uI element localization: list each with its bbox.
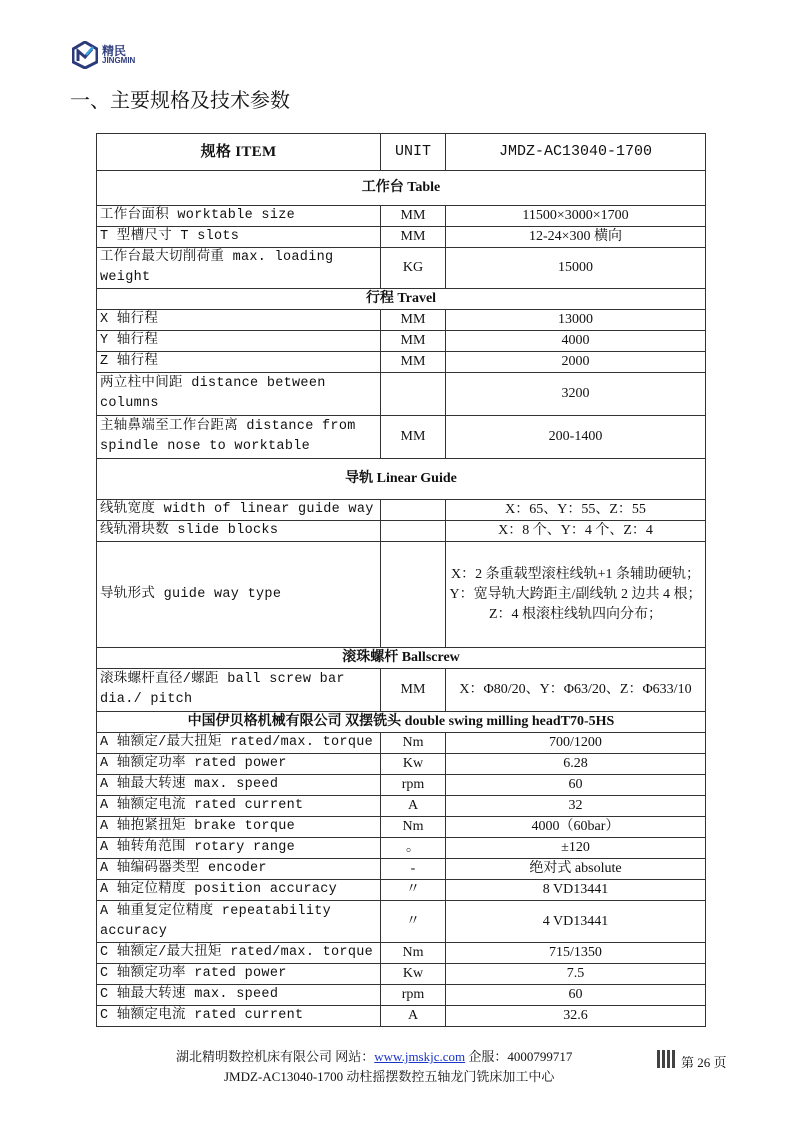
value-cell: 8 VD13441 (446, 880, 706, 901)
value-cell: 4000 (446, 331, 706, 352)
table-row (97, 310, 706, 331)
value-cell: 32 (446, 796, 706, 817)
unit-cell: MM (381, 352, 446, 373)
value-cell: X：65、Y：55、Z：55 (446, 500, 706, 521)
section-row (97, 459, 706, 500)
section-title: 一、主要规格及技术参数 (70, 88, 290, 112)
unit-cell (381, 500, 446, 521)
value-cell: 700/1200 (446, 733, 706, 754)
table-row (97, 901, 706, 943)
unit-cell (381, 542, 446, 648)
item-cell: A 轴抱紧扭矩 brake torque (97, 817, 381, 838)
value-cell: 绝对式 absolute (446, 859, 706, 880)
table-row (97, 838, 706, 859)
item-cell: A 轴最大转速 max. speed (97, 775, 381, 796)
item-cell: A 轴重复定位精度 repeatability accuracy (97, 901, 381, 943)
header-item: 规格 ITEM (97, 134, 381, 171)
unit-cell: - (381, 859, 446, 880)
value-cell: X：Φ80/20、Y：Φ63/20、Z：Φ633/10 (446, 669, 706, 712)
table-row (97, 943, 706, 964)
value-cell: 15000 (446, 248, 706, 289)
section-heading: 中国伊贝格机械有限公司 双摆铣头 double swing milling headT70-5HS (97, 712, 706, 733)
table-row (97, 733, 706, 754)
unit-cell: Kw (381, 964, 446, 985)
value-cell: 4000（60bar） (446, 817, 706, 838)
unit-cell: 〃 (381, 880, 446, 901)
item-cell: A 轴转角范围 rotary range (97, 838, 381, 859)
logo-en: JINGMIN (102, 56, 136, 65)
unit-cell (381, 373, 446, 416)
table-row (97, 331, 706, 352)
spec-table (96, 133, 706, 1027)
item-cell: C 轴最大转速 max. speed (97, 985, 381, 1006)
unit-cell: A (381, 796, 446, 817)
unit-cell (381, 521, 446, 542)
unit-cell: 。 (381, 838, 446, 859)
unit-cell: MM (381, 331, 446, 352)
item-cell: C 轴额定/最大扭矩 rated/max. torque (97, 943, 381, 964)
unit-cell: Nm (381, 733, 446, 754)
table-row (97, 817, 706, 838)
value-cell: X：8 个、Y：4 个、Z：4 (446, 521, 706, 542)
value-cell: ±120 (446, 838, 706, 859)
unit-cell: rpm (381, 985, 446, 1006)
table-row (97, 373, 706, 416)
item-cell: A 轴额定功率 rated power (97, 754, 381, 775)
item-cell: A 轴额定/最大扭矩 rated/max. torque (97, 733, 381, 754)
footer-service: 企服：4000799717 (465, 1049, 573, 1064)
unit-cell: Kw (381, 754, 446, 775)
value-cell: 200-1400 (446, 416, 706, 459)
footer-model-line: JMDZ-AC13040-1700 动柱摇摆数控五轴龙门铣床加工中心 (224, 1069, 555, 1084)
item-cell: 主轴鼻端至工作台距离 distance from spindle nose to worktable (97, 416, 381, 459)
value-cell: 7.5 (446, 964, 706, 985)
section-heading: 行程 Travel (97, 289, 706, 310)
table-row (97, 880, 706, 901)
unit-cell: Nm (381, 817, 446, 838)
unit-cell: 〃 (381, 901, 446, 943)
section-row (97, 648, 706, 669)
table-row (97, 985, 706, 1006)
section-heading: 工作台 Table (97, 171, 706, 206)
unit-cell: rpm (381, 775, 446, 796)
table-row (97, 964, 706, 985)
value-cell: 6.28 (446, 754, 706, 775)
section-heading: 滚珠螺杆 Ballscrew (97, 648, 706, 669)
item-cell: 导轨形式 guide way type (97, 542, 381, 648)
table-header-row (97, 134, 706, 171)
unit-cell: KG (381, 248, 446, 289)
table-row (97, 1006, 706, 1027)
item-cell: 工作台面积 worktable size (97, 206, 381, 227)
value-cell: X：2 条重载型滚柱线轨+1 条辅助硬轨；Y：宽导轨大跨距主/副线轨 2 边共 4 根；Z：4 根滚柱线轨四向分布； (446, 542, 706, 648)
section-row (97, 171, 706, 206)
jingmin-logo-icon (72, 41, 98, 69)
value-cell: 13000 (446, 310, 706, 331)
value-cell: 60 (446, 985, 706, 1006)
unit-cell: Nm (381, 943, 446, 964)
table-row (97, 859, 706, 880)
qr-code-icon (657, 1050, 675, 1068)
item-cell: 线轨滑块数 slide blocks (97, 521, 381, 542)
table-row (97, 248, 706, 289)
value-cell: 11500×3000×1700 (446, 206, 706, 227)
footer-company: 湖北精明数控机床有限公司 网站： (176, 1049, 375, 1064)
value-cell: 4 VD13441 (446, 901, 706, 943)
header-unit: UNIT (381, 134, 446, 171)
unit-cell: MM (381, 206, 446, 227)
item-cell: C 轴额定功率 rated power (97, 964, 381, 985)
table-row (97, 500, 706, 521)
item-cell: C 轴额定电流 rated current (97, 1006, 381, 1027)
item-cell: Y 轴行程 (97, 331, 381, 352)
unit-cell: MM (381, 310, 446, 331)
section-row (97, 289, 706, 310)
item-cell: X 轴行程 (97, 310, 381, 331)
section-heading: 导轨 Linear Guide (97, 459, 706, 500)
table-row (97, 206, 706, 227)
table-row (97, 542, 706, 648)
item-cell: Z 轴行程 (97, 352, 381, 373)
item-cell: T 型槽尺寸 T slots (97, 227, 381, 248)
value-cell: 3200 (446, 373, 706, 416)
value-cell: 32.6 (446, 1006, 706, 1027)
item-cell: A 轴编码器类型 encoder (97, 859, 381, 880)
website-link[interactable]: www.jmskjc.com (374, 1049, 466, 1064)
table-row (97, 416, 706, 459)
table-row (97, 796, 706, 817)
table-row (97, 754, 706, 775)
table-row (97, 669, 706, 712)
value-cell: 60 (446, 775, 706, 796)
table-row (97, 521, 706, 542)
item-cell: A 轴额定电流 rated current (97, 796, 381, 817)
item-cell: 线轨宽度 width of linear guide way (97, 500, 381, 521)
header-model: JMDZ-AC13040-1700 (446, 134, 706, 171)
table-row (97, 352, 706, 373)
item-cell: 滚珠螺杆直径/螺距 ball screw bar dia./ pitch (97, 669, 381, 712)
logo-cn: 精民 (102, 44, 127, 58)
page-number: 第 26 页 (681, 1055, 727, 1070)
section-row (97, 712, 706, 733)
table-row (97, 227, 706, 248)
item-cell: 工作台最大切削荷重 max. loading weight (97, 248, 381, 289)
table-row (97, 775, 706, 796)
company-logo (72, 41, 135, 69)
unit-cell: MM (381, 669, 446, 712)
item-cell: 两立柱中间距 distance between columns (97, 373, 381, 416)
value-cell: 715/1350 (446, 943, 706, 964)
unit-cell: MM (381, 416, 446, 459)
value-cell: 12-24×300 横向 (446, 227, 706, 248)
unit-cell: A (381, 1006, 446, 1027)
unit-cell: MM (381, 227, 446, 248)
item-cell: A 轴定位精度 position accuracy (97, 880, 381, 901)
value-cell: 2000 (446, 352, 706, 373)
